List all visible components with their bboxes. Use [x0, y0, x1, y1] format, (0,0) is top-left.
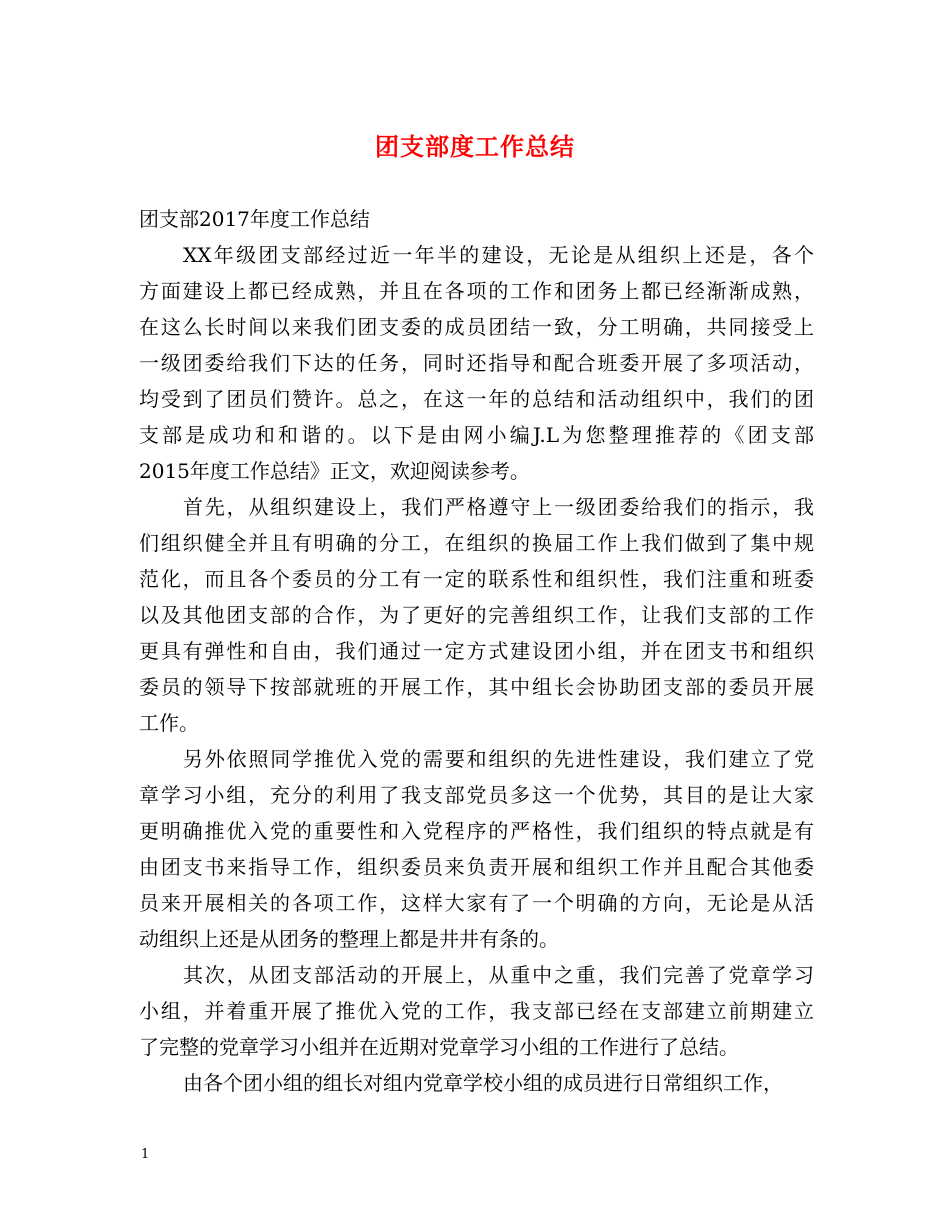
paragraph-4	[139, 957, 814, 1065]
paragraph-line: 方面建设上都已经成熟，并且在各项的工作和团务上都已经渐渐成熟，	[139, 279, 814, 303]
document-body	[139, 201, 814, 1101]
paragraph-line: 由团支书来指导工作，组织委员来负责开展和组织工作并且配合其他委	[139, 855, 814, 879]
paragraph-line: 更明确推优入党的重要性和入党程序的严格性，我们组织的特点就是有	[139, 819, 814, 843]
document-subtitle: 团支部2017年度工作总结	[139, 207, 370, 231]
paragraph-line: XX年级团支部经过近一年半的建设，无论是从组织上还是，各个	[183, 243, 814, 267]
paragraph-line: 在这么长时间以来我们团支委的成员团结一致，分工明确，共同接受上	[139, 315, 814, 339]
paragraph-line: 小组，并着重开展了推优入党的工作，我支部已经在支部建立前期建立	[139, 999, 814, 1023]
paragraph-5	[139, 1065, 814, 1101]
paragraph-line: 一级团委给我们下达的任务，同时还指导和配合班委开展了多项活动，	[139, 351, 814, 375]
paragraph-line: 动组织上还是从团务的整理上都是井井有条的。	[139, 927, 559, 951]
paragraph-line: 均受到了团员们赞许。总之，在这一年的总结和活动组织中，我们的团	[139, 387, 814, 411]
paragraph-3	[139, 741, 814, 957]
paragraph-line: 范化，而且各个委员的分工有一定的联系性和组织性，我们注重和班委	[139, 567, 814, 591]
paragraph-line: 更具有弹性和自由，我们通过一定方式建设团小组，并在团支书和组织	[139, 639, 814, 663]
paragraph-1	[139, 237, 814, 489]
paragraph-line: 工作。	[139, 711, 199, 735]
paragraph-line: 员来开展相关的各项工作，这样大家有了一个明确的方向，无论是从活	[139, 891, 814, 915]
page-number: 1	[141, 1147, 150, 1162]
paragraph-line: 另外依照同学推优入党的需要和组织的先进性建设，我们建立了党	[183, 747, 814, 771]
paragraph-line: 2015年度工作总结》正文，欢迎阅读参考。	[139, 459, 530, 483]
paragraph-line: 章学习小组，充分的利用了我支部党员多这一个优势，其目的是让大家	[139, 783, 814, 807]
paragraph-line: 了完整的党章学习小组并在近期对党章学习小组的工作进行了总结。	[139, 1035, 739, 1059]
paragraph-line: 们组织健全并且有明确的分工，在组织的换届工作上我们做到了集中规	[139, 531, 814, 555]
paragraph-line: 首先，从组织建设上，我们严格遵守上一级团委给我们的指示，我	[183, 495, 814, 519]
document-title: 团支部度工作总结	[375, 132, 575, 161]
paragraph-line: 以及其他团支部的合作，为了更好的完善组织工作，让我们支部的工作	[139, 603, 814, 627]
paragraph-line: 委员的领导下按部就班的开展工作，其中组长会协助团支部的委员开展	[139, 675, 814, 699]
paragraph-line: 由各个团小组的组长对组内党章学校小组的成员进行日常组织工作，	[183, 1071, 783, 1095]
paragraph-line: 其次，从团支部活动的开展上，从重中之重，我们完善了党章学习	[183, 963, 814, 987]
paragraph-2	[139, 489, 814, 741]
paragraph-line: 支部是成功和和谐的。以下是由网小编J.L为您整理推荐的《团支部	[139, 423, 814, 447]
